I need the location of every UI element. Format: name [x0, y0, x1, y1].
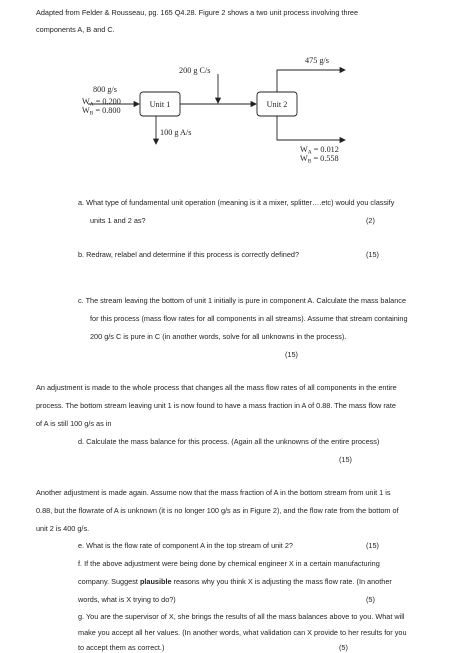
question-g-line-3: to accept them as correct.)	[78, 643, 165, 652]
unit-1-label: Unit 1	[149, 100, 171, 109]
product-stream-arrow	[277, 116, 345, 140]
c-stream-label: 200 g C/s	[179, 66, 211, 75]
adjustment-1-line-3: of A is still 100 g/s as in	[36, 419, 112, 428]
feed-wb-label: WB = 0.800	[82, 106, 121, 117]
question-e-marks: (15)	[366, 541, 379, 550]
question-f-marks: (5)	[366, 595, 375, 604]
question-b-line-1: b. Redraw, relabel and determine if this process is correctly defined?	[78, 250, 300, 259]
adjustment-1-line-1: An adjustment is made to the whole process that changes all the mass flow rates of all components in the entire	[36, 383, 397, 392]
question-d-marks: (15)	[339, 455, 352, 464]
question-c-line-1: c. The stream leaving the bottom of unit 1 initially is pure in component A. Calculate the mass balance	[78, 296, 406, 305]
adjustment-1-line-2: process. The bottom stream leaving unit 1 is now found to have a mass fraction in A of 0.88. The mass flow rate	[36, 401, 396, 410]
adjustment-2-line-2: 0.88, but the flowrate of A is unknown (it is no longer 100 g/s as in Figure 2), and the flow rate from the bottom of	[36, 506, 399, 515]
question-a-line-1: a. What type of fundamental unit operation (meaning is it a mixer, splitter….etc) would you classify	[78, 198, 395, 207]
a-stream-label: 100 g A/s	[160, 128, 192, 137]
question-f-line-3: words, what is X trying to do?)	[78, 595, 176, 604]
question-c-line-2: for this process (mass flow rates for all components in all streams). Assume that stream containing	[90, 314, 408, 323]
question-e-line-1: e. What is the flow rate of component A in the top stream of unit 2?	[78, 541, 293, 550]
question-f-line-2: company. Suggest plausible reasons why you think X is adjusting the mass flow rate. (In another	[78, 577, 392, 586]
top-stream-arrow	[277, 70, 345, 92]
plausible-bold: plausible	[139, 577, 172, 586]
question-g-line-1: g. You are the supervisor of X, she brings the results of all the mass balances above to you. What will	[78, 612, 405, 621]
question-c-line-3: 200 g/s C is pure in C (in another words, solve for all unknowns in the process).	[90, 332, 347, 341]
question-g-marks: (5)	[339, 643, 348, 652]
feed-rate-label: 800 g/s	[93, 85, 117, 94]
process-diagram	[0, 50, 474, 200]
header-line-1: Adapted from Felder & Rousseau, pg. 165 Q4.28. Figure 2 shows a two unit process involving three	[36, 8, 359, 17]
question-a-marks: (2)	[366, 216, 375, 225]
top-stream-label: 475 g/s	[305, 56, 329, 65]
question-a-line-2: units 1 and 2 as?	[90, 216, 146, 225]
product-wb-label: WB = 0.558	[300, 154, 339, 165]
question-c-marks: (15)	[285, 350, 298, 359]
question-g-line-2: make you accept all her values. (In another words, what validation can X provide to her results for you	[78, 628, 407, 637]
feed-wa-label: WA = 0.200	[82, 97, 121, 108]
adjustment-2-line-3: unit 2 is 400 g/s.	[36, 524, 90, 533]
product-wa-label: WA = 0.012	[300, 145, 339, 156]
question-b-marks: (15)	[366, 250, 379, 259]
question-f-line-1: f. If the above adjustment were being done by chemical engineer X in a certain manufacturing	[78, 559, 380, 568]
unit-2-label: Unit 2	[266, 100, 288, 109]
question-d-line-1: d. Calculate the mass balance for this process. (Again all the unknowns of the entire process)	[78, 437, 380, 446]
header-line-2: components A, B and C.	[36, 25, 115, 34]
adjustment-2-line-1: Another adjustment is made again. Assume now that the mass fraction of A in the bottom stream from unit 1 is	[36, 488, 391, 497]
